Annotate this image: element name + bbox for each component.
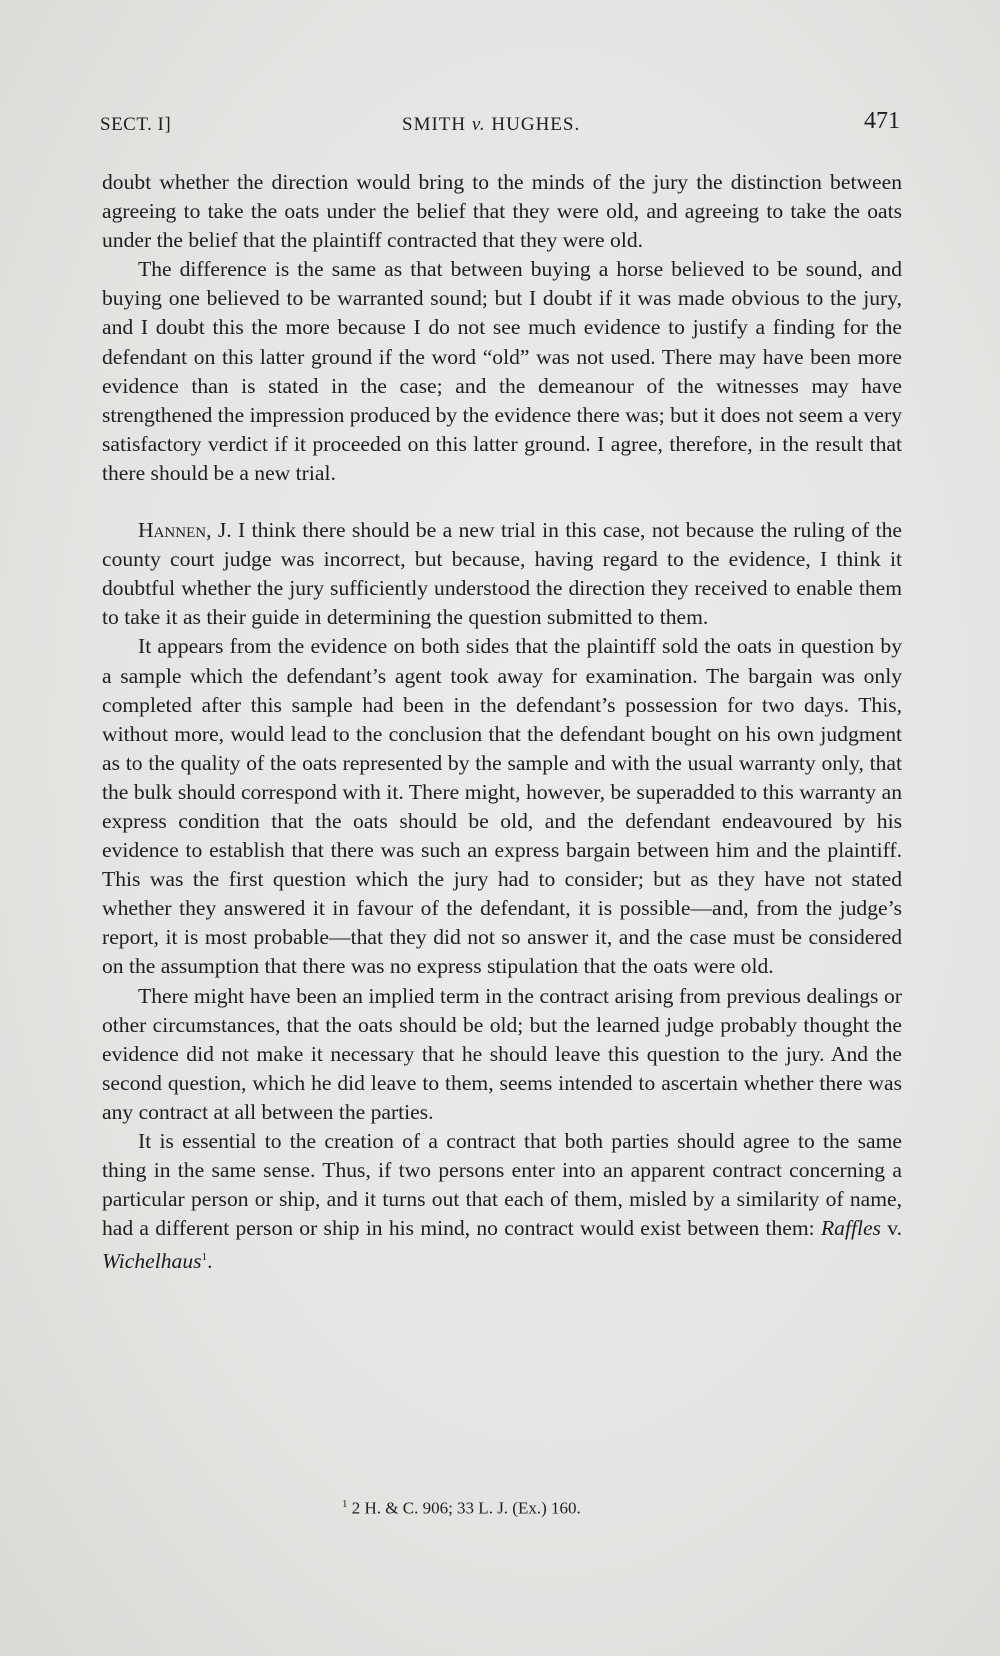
paragraph-6-end: . [207, 1249, 213, 1274]
case-citation-wichelhaus: Wichelhaus [102, 1249, 202, 1274]
paragraph-hannen [102, 516, 902, 632]
footnote-marker: 1 [342, 1498, 348, 1510]
paragraph-2: The difference is the same as that between buying a horse believed to be sound, and buying one believed to be warranted sound; but I doubt if it was made obvious to the jury, and I doubt this the more because I do not see much evidence to justify a finding for the defendant on this latter ground if the word “old” was not used. There may have been more evidence than is stated in the case; and the demeanour of the witnesses may have strengthened the impression produced by the evidence there was; but it does not seem a very satisfactory verdict if it proceeded on this latter ground. I agree, therefore, in the result that there should be a new trial. [102, 257, 902, 485]
paragraph-1: doubt whether the direction would bring to the minds of the jury the distinction between agreeing to take the oats under the belief that they were old, and agreeing to take the oats under the belief that the plaintiff contracted that they were old. [102, 170, 902, 253]
case-title [402, 114, 580, 136]
paragraph-hannen-text: I think there should be a new trial in this case, not because the ruling of the county court judge was incorrect, but because, having regard to the evidence, I think it doubtful whether the jury sufficiently understood the direction they received to enable them to take it as their guide in determining the question submitted to them. [102, 518, 902, 630]
page-number: 471 [864, 108, 900, 134]
paragraph-6-text: It is essential to the creation of a contract that both parties should agree to the same thing in the same sense. Thus, if two persons enter into an apparent contract concerning a particular person or ship, and it turns out that each of them, misled by a similarity of name, had a different person or ship in his mind, no contract would exist between them: [102, 1129, 902, 1241]
page-body [102, 168, 902, 1277]
paragraph-5: There might have been an implied term in the contract arising from previous dealings or other circumstances, that the oats should be old; but the learned judge probably thought the evidence did not make it necessary that he should leave this question to the jury. And the second question, which he did leave to them, seems intended to ascertain whether there was any contract at all between the parties. [102, 983, 902, 1124]
case-title-right: HUGHES. [491, 114, 581, 135]
paragraph-4: It appears from the evidence on both sides that the plaintiff sold the oats in question by a sample which the defendant’s agent took away for examination. The bargain was only completed after this sample had been in the defendant’s possession for two days. This, without more, would lead to the conclusion that the defendant bought on his own judgment as to the quality of the oats represented by the sample and with the usual warranty only, that the bulk should correspond with it. There might, however, be superadded to this warranty an express condition that the oats should be old, and the defendant endeavoured by his evidence to establish that there was such an express bargain between him and the plaintiff. This was the first question which the jury had to consider; but as they have not stated whether they answered it in favour of the defendant, it is possible—and, from the judge’s report, it is most probable—that they did not so answer it, and the case must be considered on the assumption that there was no express stipulation that the oats were old. [102, 634, 902, 979]
section-label: SECT. I] [100, 114, 172, 135]
footnote-text: 2 H. & C. 906; 33 L. J. (Ex.) 160. [347, 1498, 581, 1518]
judge-name: Hannen, J. [138, 518, 232, 543]
running-header [100, 108, 900, 148]
citation-versus: v. [880, 1216, 902, 1241]
footnote-reference: 1 [201, 1251, 208, 1264]
case-title-versus: v. [471, 114, 486, 135]
case-title-left: SMITH [402, 114, 467, 135]
paragraph-6 [102, 1127, 902, 1277]
footnote [342, 1498, 581, 1519]
case-citation-raffles: Raffles [820, 1216, 881, 1241]
